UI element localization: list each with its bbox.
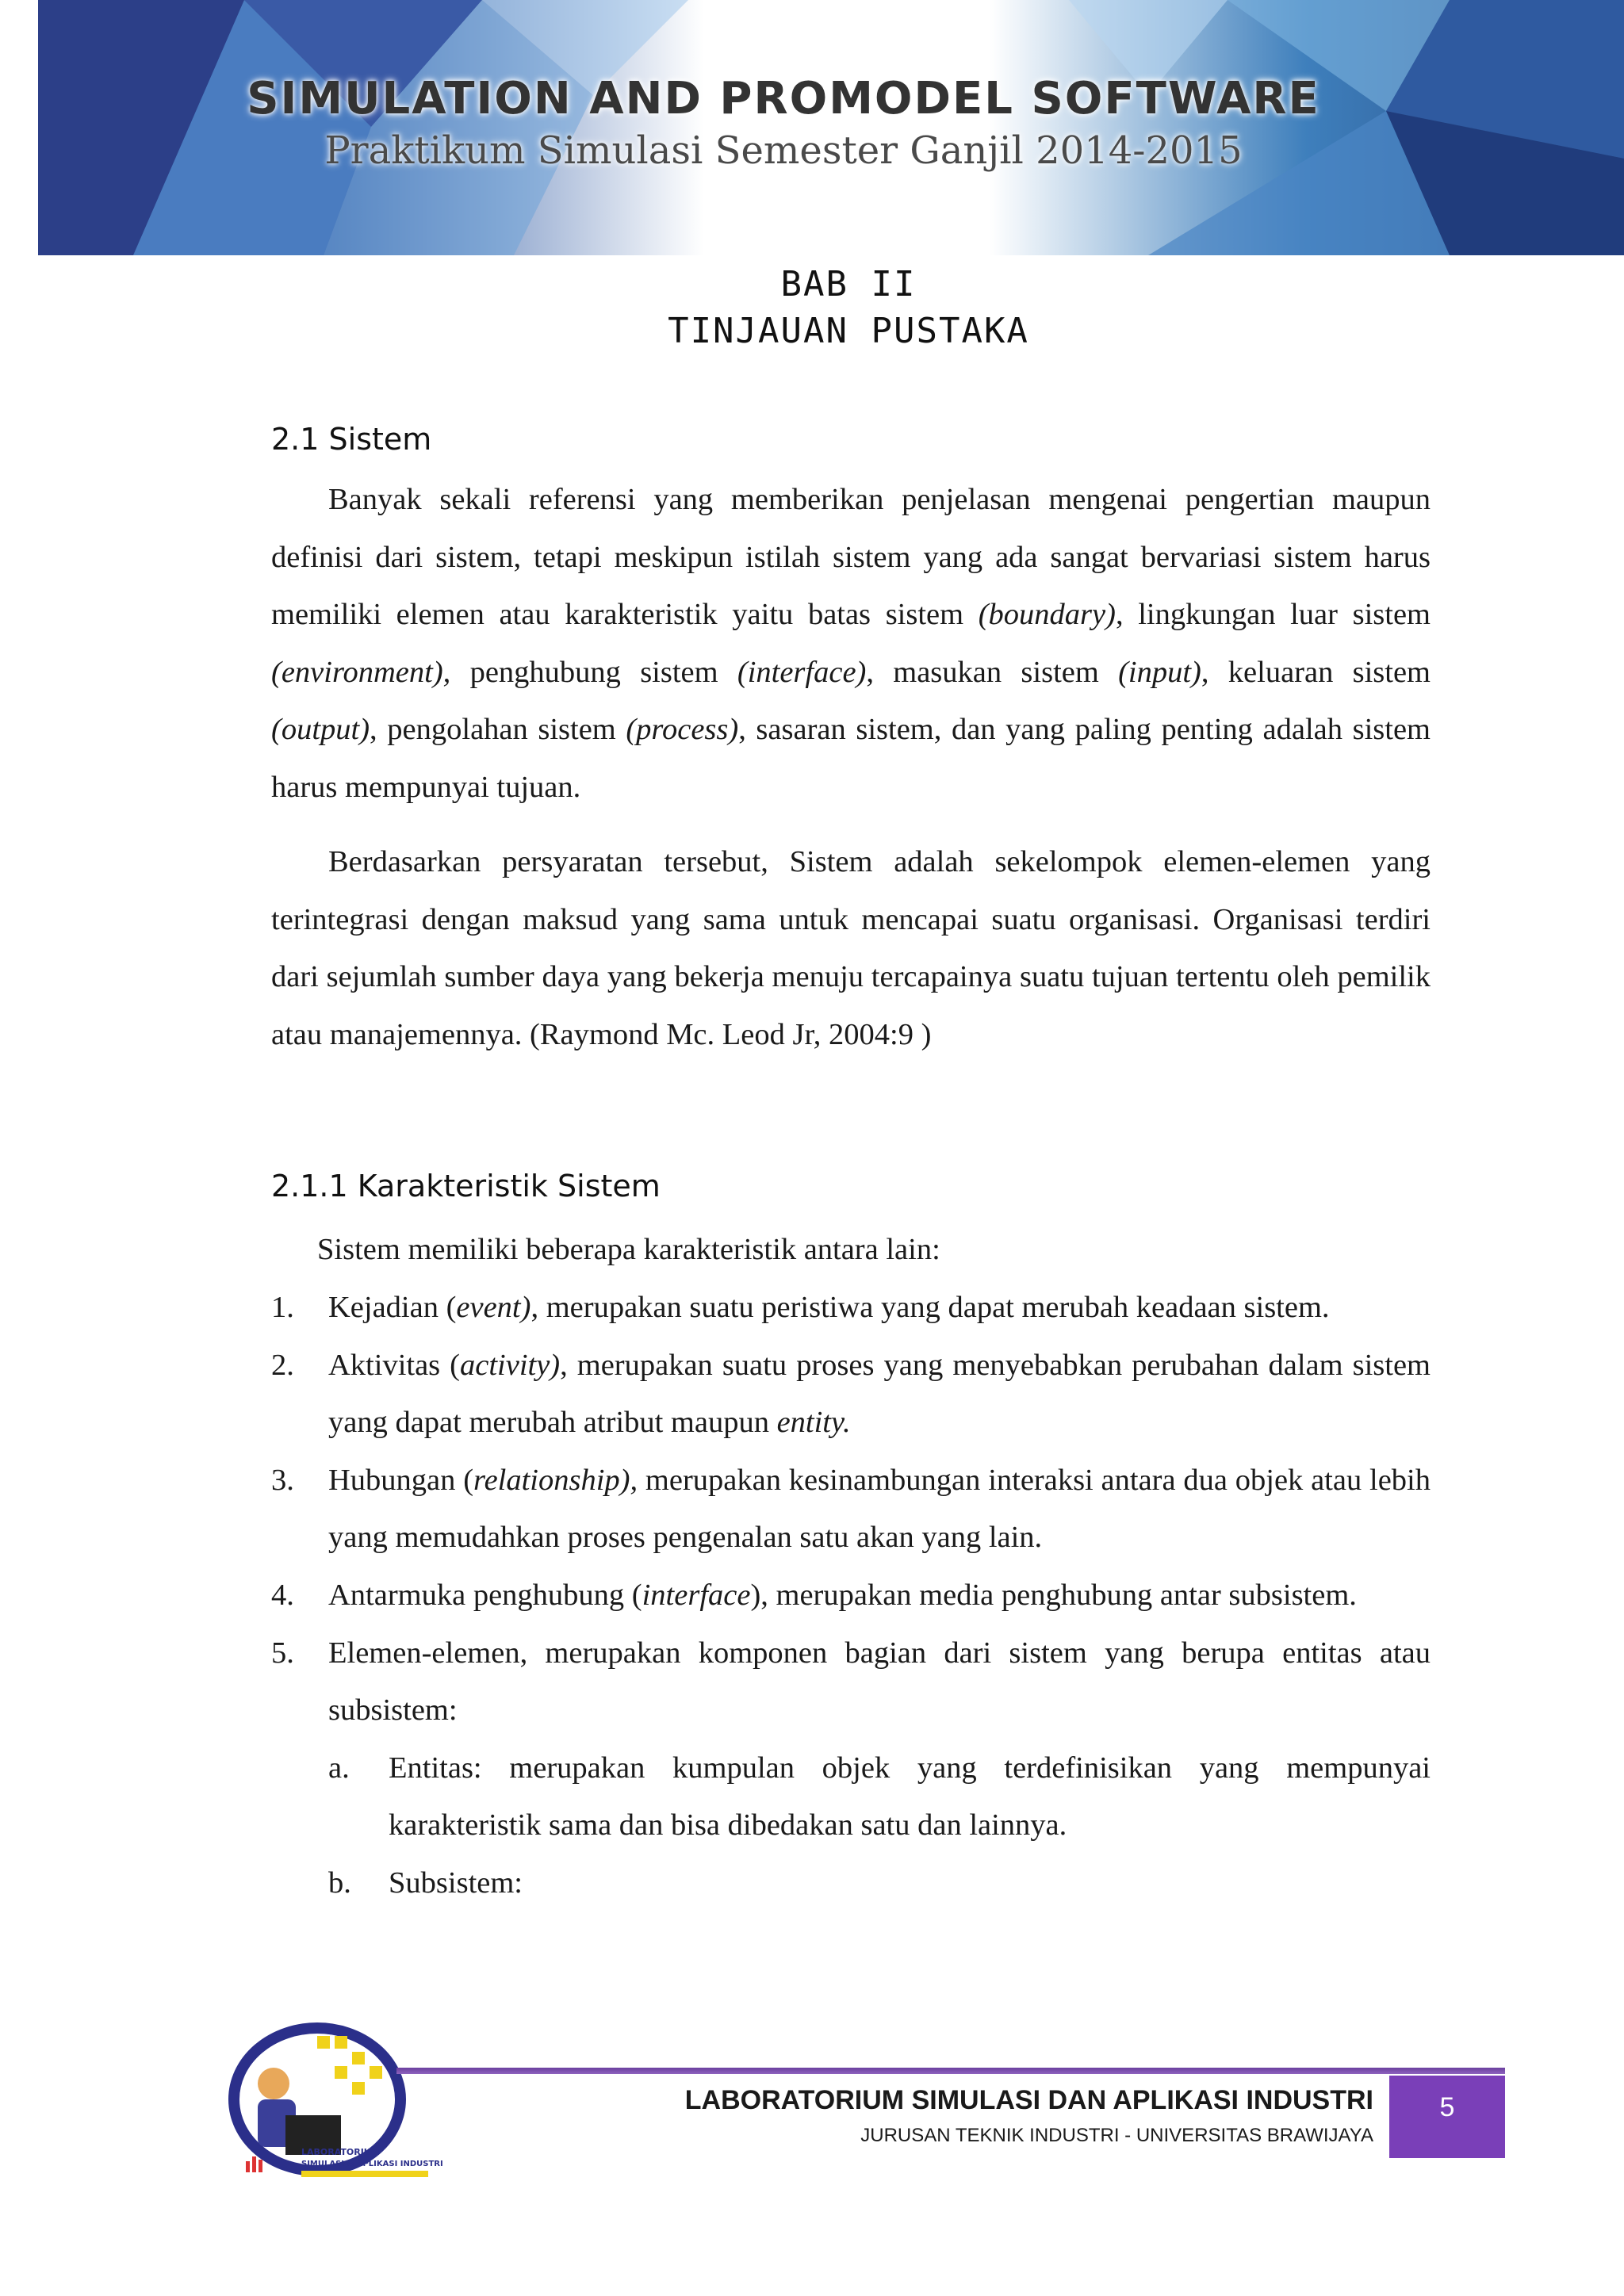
paragraph-system-organization: Berdasarkan persyaratan tersebut, Sistem adalah sekelompok elemen-elemen yang terintegrasi dengan maksud yang sama untuk mencapai suatu organisasi. Organisasi terdiri dari sejumlah sumber daya yang bekerja menuju tercapainya suatu tujuan tertentu oleh pemilik atau manajemennya. (Raymond Mc. Leod Jr, 2004:9 ) xyxy=(271,845,1431,1051)
list-item-4-text-2: ), merupakan media penghubung antar subsistem. xyxy=(750,1578,1357,1612)
characteristics-intro: Sistem memiliki beberapa karakteristik antara lain: xyxy=(317,1233,940,1266)
banner-geometric-background xyxy=(38,0,1624,255)
list-item-number: 2. xyxy=(271,1348,294,1382)
list-item-3-text-0: Hubungan ( xyxy=(328,1463,474,1497)
para1-term-9: (output) xyxy=(271,713,370,747)
list-item-2-text-0: Aktivitas ( xyxy=(328,1348,460,1382)
para1-text-6: , masukan sistem xyxy=(866,655,1119,689)
list-item-4-term-1: interface xyxy=(642,1578,751,1612)
page-number: 5 xyxy=(1389,2076,1505,2158)
banner-subtitle: Praktikum Simulasi Semester Ganjil 2014-2015 xyxy=(324,128,1243,173)
para1-text-0: Banyak sekali referensi yang memberikan penjelasan mengenai pengertian maupun definisi dari sistem, tetapi meskipun istilah sistem yang ada sangat bervariasi sistem harus memiliki elemen atau karakteristik yaitu batas sistem xyxy=(271,483,1431,632)
lab-logo xyxy=(198,2020,468,2187)
list-item-number: 1. xyxy=(271,1291,294,1324)
chapter-title: TINJAUAN PUSTAKA xyxy=(668,311,1029,351)
para1-text-2: , lingkungan luar sistem xyxy=(1115,598,1431,632)
banner-title: SIMULATION AND PROMODEL SOFTWARE xyxy=(247,73,1320,124)
para1-text-12: , sasaran sistem, dan yang paling penting adalah sistem harus mempunyai tujuan. xyxy=(271,713,1431,804)
para1-text-10: , pengolahan sistem xyxy=(370,713,626,747)
section-heading-2-1: 2.1 Sistem xyxy=(271,422,432,457)
list-item-number: 5. xyxy=(271,1636,294,1670)
list-item-1-term-1: event) xyxy=(456,1291,531,1324)
para1-term-3: (environment), xyxy=(271,655,451,689)
list-item xyxy=(271,1624,1431,1912)
list-item-1-text-0: Kejadian ( xyxy=(328,1291,457,1324)
list-item-2-term-1: activity) xyxy=(460,1348,561,1382)
list-item xyxy=(271,1567,1431,1624)
para1-term-7: (input) xyxy=(1118,655,1201,689)
chapter-number: BAB II xyxy=(780,264,917,304)
footer-divider xyxy=(396,2068,1505,2074)
section-heading-2-1-1: 2.1.1 Karakteristik Sistem xyxy=(271,1169,661,1203)
sublist-item xyxy=(328,1739,1431,1854)
footer-department: JURUSAN TEKNIK INDUSTRI - UNIVERSITAS BRAWIJAYA xyxy=(860,2125,1373,2146)
para1-text-4: penghubung sistem xyxy=(450,655,737,689)
sublist-item-text: Entitas: merupakan kumpulan objek yang terdefinisikan yang mempunyai karakteristik sama dan bisa dibedakan satu dan lainnya. xyxy=(389,1751,1431,1843)
list-item-2-term-3: entity. xyxy=(776,1406,851,1440)
logo-text-line2: SIMULASI & APLIKASI INDUSTRI xyxy=(301,2160,443,2168)
paragraph-system-definition xyxy=(271,471,1431,817)
list-item-number: 3. xyxy=(271,1463,294,1497)
header-banner xyxy=(38,0,1624,255)
list-item-2-text-2: , merupakan suatu proses yang menyebabkan perubahan dalam sistem yang dapat merubah atribut maupun xyxy=(328,1348,1431,1440)
para1-text-8: , keluaran sistem xyxy=(1201,655,1431,689)
list-item-3-term-1: relationship), xyxy=(473,1463,638,1497)
logo-text-line1: LABORATORIUM xyxy=(301,2147,380,2157)
list-item-1-text-2: , merupakan suatu peristiwa yang dapat merubah keadaan sistem. xyxy=(530,1291,1330,1324)
sublist-item xyxy=(328,1854,1431,1912)
characteristics-list xyxy=(271,1279,1431,1912)
elements-sublist xyxy=(328,1739,1431,1912)
list-item xyxy=(271,1337,1431,1452)
list-item-5-text-0: Elemen-elemen, merupakan komponen bagian dari sistem yang berupa entitas atau subsistem: xyxy=(328,1636,1431,1728)
list-item-4-text-0: Antarmuka penghubung ( xyxy=(328,1578,642,1612)
list-item-3-text-2: merupakan kesinambungan interaksi antara dua objek atau lebih yang memudahkan proses pengenalan satu akan yang lain. xyxy=(328,1463,1431,1555)
footer-lab-name: LABORATORIUM SIMULASI DAN APLIKASI INDUSTRI xyxy=(684,2085,1373,2115)
para1-term-11: (process) xyxy=(626,713,739,747)
para1-term-5: (interface) xyxy=(737,655,867,689)
sublist-item-letter: a. xyxy=(328,1751,350,1785)
sublist-item-letter: b. xyxy=(328,1866,351,1900)
para1-term-1: (boundary) xyxy=(978,598,1116,632)
sublist-item-text: Subsistem: xyxy=(389,1866,523,1900)
list-item-number: 4. xyxy=(271,1578,294,1612)
list-item xyxy=(271,1452,1431,1567)
list-item xyxy=(271,1279,1431,1337)
